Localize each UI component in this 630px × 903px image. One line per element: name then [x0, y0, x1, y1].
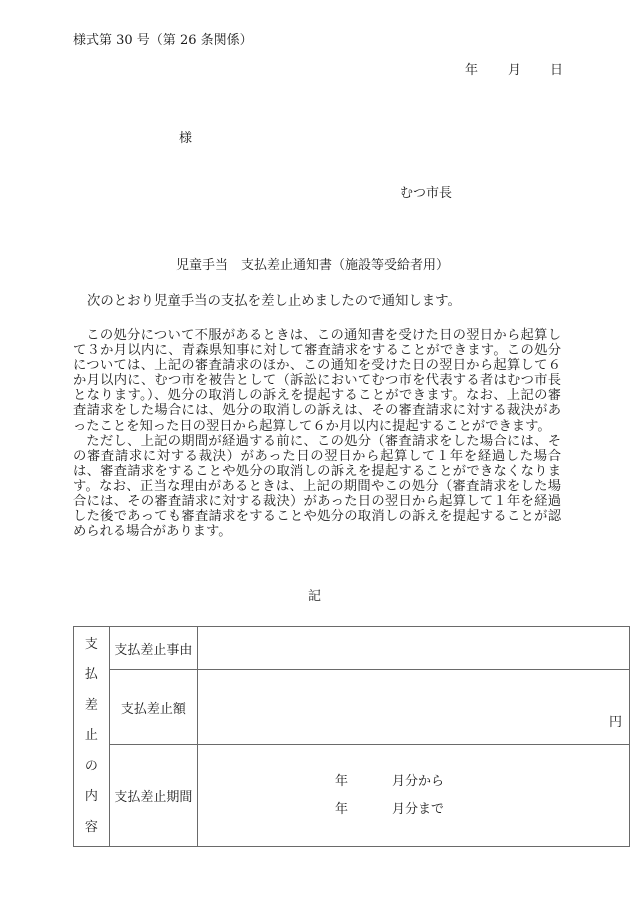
- date-month: 月: [508, 63, 522, 78]
- vheader-char: 払: [84, 667, 98, 683]
- period-from: [335, 768, 629, 796]
- suspension-details-table: [73, 626, 630, 847]
- appeal-paragraph: この処分について不服があるときは、この通知書を受けた日の翌日から起算して３か月以内に、青森県知事に対して審査請求をすることができます。この処分については、上記の審査請求のほか、この通知を受けた日の翌日から起算して６か月以内に、むつ市を被告として（訴訟においてむつ市を代表する者はむつ市長となります。）、処分の取消しの訴えを提起することができます。なお、上記の審査請求をした場合には、処分の取消しの訴えは、その審査請求に対する裁決があったことを知った日の翌日から起算して６か月以内に提起することができます。: [73, 328, 561, 434]
- issuer: むつ市長: [400, 186, 453, 201]
- date-day: 日: [550, 63, 564, 78]
- vheader-char: 内: [84, 789, 98, 805]
- to-month: 月分まで: [391, 801, 444, 817]
- amount-label: 支払差止額: [109, 670, 197, 745]
- form-number: 様式第 30 号（第 26 条関係）: [73, 33, 253, 48]
- to-year: 年: [334, 801, 348, 817]
- from-year: 年: [334, 773, 348, 789]
- vertical-header: [74, 627, 110, 847]
- vheader-char: の: [84, 758, 98, 774]
- reason-value[interactable]: [197, 627, 629, 670]
- yen-unit: 円: [608, 715, 622, 730]
- reason-label: 支払差止事由: [109, 627, 197, 670]
- period-label: 支払差止期間: [109, 745, 197, 847]
- limitation-paragraph: ただし、上記の期間が経過する前に、この処分（審査請求をした場合には、その審査請求に対する裁決）があった日の翌日から起算して１年を経過した場合は、審査請求をすることや処分の取消しの訴えを提起することができなくなります。なお、正当な理由があるときは、上記の期間やこの処分（審査請求をした場合には、その審査請求に対する裁決）があった日の翌日から起算して１年を経過した後であっても審査請求をすることや処分の取消しの訴えを提起することが認められる場合があります。: [73, 433, 561, 540]
- vheader-char: 差: [84, 697, 98, 713]
- issue-date: [465, 59, 563, 78]
- vheader-char: 容: [84, 819, 98, 835]
- intro-text: 次のとおり児童手当の支払を差し止めましたので通知します。: [87, 294, 461, 309]
- document-title: 児童手当 支払差止通知書（施設等受給者用）: [176, 258, 450, 273]
- vheader-char: 支: [84, 636, 98, 652]
- addressee: 様: [179, 131, 193, 146]
- vheader-char: 止: [84, 728, 98, 744]
- date-year: 年: [465, 63, 479, 78]
- notice-body: [73, 328, 561, 539]
- period-to: [335, 796, 629, 824]
- ki-heading: 記: [308, 589, 322, 604]
- from-month: 月分から: [391, 773, 444, 789]
- period-value[interactable]: [197, 745, 629, 847]
- amount-value[interactable]: [197, 670, 629, 745]
